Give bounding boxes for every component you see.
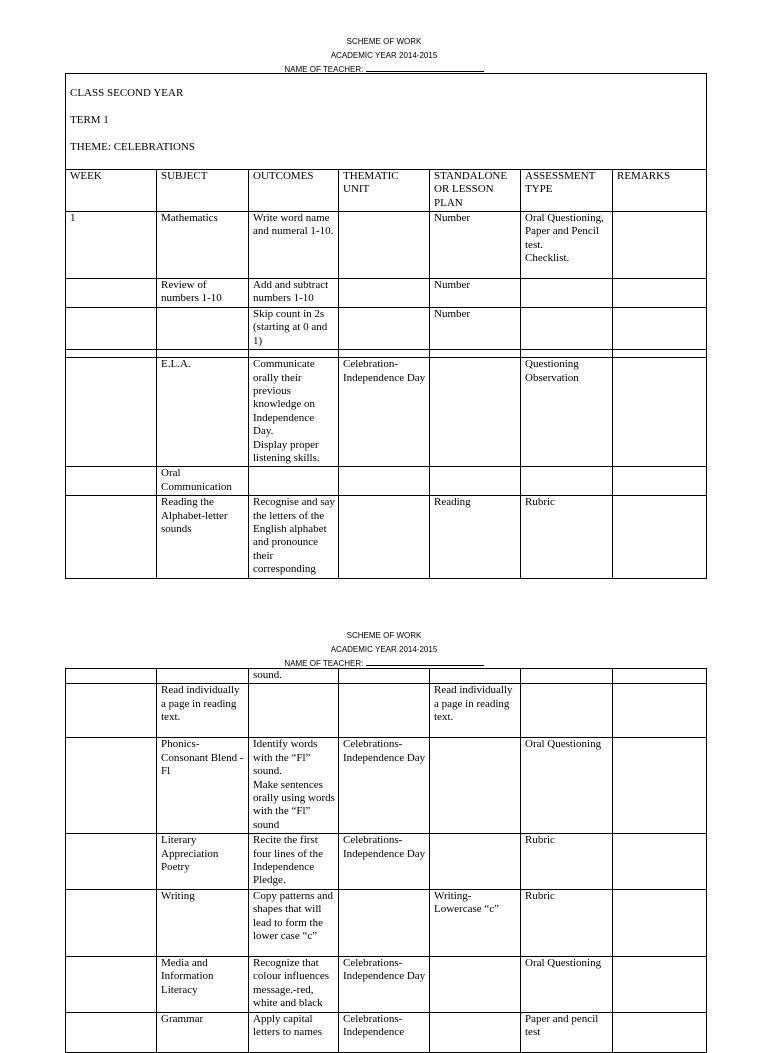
- table-cell: [339, 467, 430, 496]
- table-cell: [613, 684, 707, 738]
- table-cell: Recognise and say the letters of the English alphabet and pronounce their corresponding: [249, 496, 339, 578]
- document-title: SCHEME OF WORK: [346, 37, 422, 46]
- table-cell: [339, 307, 430, 349]
- table-cell: Reading: [430, 496, 521, 578]
- column-header-row: [66, 169, 707, 211]
- table-row: [66, 307, 707, 349]
- table-cell: 1: [66, 212, 157, 279]
- table-cell: [521, 279, 613, 308]
- table-cell: Skip count in 2s (starting at 0 and 1): [249, 307, 339, 349]
- table-cell: [66, 496, 157, 578]
- table-cell: Oral Communication: [157, 467, 249, 496]
- page-1-header: [0, 35, 768, 77]
- table-row: [66, 212, 707, 279]
- table-cell: Rubric: [521, 889, 613, 956]
- document-title: SCHEME OF WORK: [346, 631, 422, 640]
- table-cell: Celebrations-Independence: [339, 1012, 430, 1052]
- table-cell: [430, 834, 521, 890]
- teacher-name-blank: [366, 63, 484, 72]
- table-cell: [430, 350, 521, 358]
- table-cell: [613, 307, 707, 349]
- table-cell: [613, 358, 707, 467]
- table-cell: Read individually a page in reading text.: [430, 684, 521, 738]
- table-cell: Recite the first four lines of the Independence Pledge.: [249, 834, 339, 890]
- table-cell: [66, 956, 157, 1012]
- table-cell: [613, 1012, 707, 1052]
- table-cell: Rubric: [521, 496, 613, 578]
- term-label: TERM 1: [70, 114, 109, 127]
- table-cell: Read individually a page in reading text.: [157, 684, 249, 738]
- table-cell: Celebration-Independence Day: [339, 358, 430, 467]
- table-cell: [66, 279, 157, 308]
- table-row: [66, 496, 707, 578]
- table-cell: [521, 307, 613, 349]
- table-cell: Number: [430, 307, 521, 349]
- table-cell: Identify words with the “Fl” sound. Make sentences orally using words with the “Fl” sound: [249, 738, 339, 834]
- column-header: THEMATIC UNIT: [339, 169, 430, 211]
- table-row: [66, 1012, 707, 1052]
- table-cell: Celebrations-Independence Day: [339, 834, 430, 890]
- table-cell: [521, 350, 613, 358]
- table-row: [66, 358, 707, 467]
- table-cell: [613, 496, 707, 578]
- table-cell: [430, 669, 521, 684]
- table-row: [66, 279, 707, 308]
- class-label: CLASS SECOND YEAR: [70, 87, 184, 100]
- table-cell: Apply capital letters to names: [249, 1012, 339, 1052]
- table-cell: [339, 350, 430, 358]
- table-cell: Reading the Alphabet-letter sounds: [157, 496, 249, 578]
- info-cell: [66, 74, 707, 170]
- teacher-label: NAME OF TEACHER:: [284, 65, 364, 74]
- table-cell: [613, 889, 707, 956]
- table-cell: [521, 467, 613, 496]
- table-cell: [249, 684, 339, 738]
- table-cell: Celebrations-Independence Day: [339, 956, 430, 1012]
- table-cell: Questioning Observation: [521, 358, 613, 467]
- table-cell: [339, 889, 430, 956]
- table-cell: [430, 358, 521, 467]
- table-cell: Write word name and numeral 1-10.: [249, 212, 339, 279]
- table-row: [66, 684, 707, 738]
- table-cell: [66, 834, 157, 890]
- table-cell: [430, 1012, 521, 1052]
- table-row: [66, 738, 707, 834]
- table-cell: [66, 350, 157, 358]
- column-header: STANDALONE OR LESSON PLAN: [430, 169, 521, 211]
- table-cell: [66, 738, 157, 834]
- table-cell: Oral Questioning, Paper and Pencil test. Checklist.: [521, 212, 613, 279]
- table-cell: [66, 1012, 157, 1052]
- table-cell: Phonics-Consonant Blend -Fl: [157, 738, 249, 834]
- theme-label: THEME: CELEBRATIONS: [70, 141, 195, 154]
- table-cell: [339, 212, 430, 279]
- table-cell: Number: [430, 212, 521, 279]
- column-header: ASSESSMENT TYPE: [521, 169, 613, 211]
- table-row: [66, 956, 707, 1012]
- table-cell: [613, 350, 707, 358]
- table-cell: [249, 350, 339, 358]
- table-cell: Number: [430, 279, 521, 308]
- table-cell: [430, 956, 521, 1012]
- page-2-header: [0, 629, 768, 671]
- table-cell: [613, 212, 707, 279]
- table-cell: Writing-Lowercase “c”: [430, 889, 521, 956]
- table-cell: [66, 669, 157, 684]
- table-cell: [521, 684, 613, 738]
- table-cell: [430, 738, 521, 834]
- table-cell: [339, 669, 430, 684]
- table-cell: Celebrations-Independence Day: [339, 738, 430, 834]
- academic-year: ACADEMIC YEAR 2014-2015: [330, 645, 438, 654]
- table-cell: [339, 496, 430, 578]
- table-cell: Grammar: [157, 1012, 249, 1052]
- scheme-table-page-1: [65, 73, 707, 579]
- scheme-table-page-2: [65, 668, 707, 1053]
- table-cell: [613, 279, 707, 308]
- table-cell: [613, 669, 707, 684]
- table-row: [66, 889, 707, 956]
- table-row: [66, 834, 707, 890]
- table-cell: [339, 279, 430, 308]
- teacher-name-blank: [366, 657, 484, 666]
- info-row: [66, 74, 707, 170]
- table-cell: [613, 956, 707, 1012]
- table-cell: Mathematics: [157, 212, 249, 279]
- academic-year: ACADEMIC YEAR 2014-2015: [330, 51, 438, 60]
- table-cell: [157, 307, 249, 349]
- table-cell: sound.: [249, 669, 339, 684]
- table-row-empty: [66, 350, 707, 358]
- table-cell: Literary Appreciation Poetry: [157, 834, 249, 890]
- table-cell: Review of numbers 1-10: [157, 279, 249, 308]
- table-cell: [66, 467, 157, 496]
- table-cell: Oral Questioning: [521, 956, 613, 1012]
- table-cell: Paper and pencil test: [521, 1012, 613, 1052]
- table-row: [66, 467, 707, 496]
- column-header: OUTCOMES: [249, 169, 339, 211]
- table-cell: [249, 467, 339, 496]
- table-cell: [430, 467, 521, 496]
- table-cell: Add and subtract numbers 1-10: [249, 279, 339, 308]
- table-cell: [521, 669, 613, 684]
- table-cell: [339, 684, 430, 738]
- table-cell: Media and Information Literacy: [157, 956, 249, 1012]
- table-cell: Oral Questioning: [521, 738, 613, 834]
- table-cell: Writing: [157, 889, 249, 956]
- column-header: REMARKS: [613, 169, 707, 211]
- table-cell: [66, 358, 157, 467]
- table-cell: E.L.A.: [157, 358, 249, 467]
- table-cell: [613, 467, 707, 496]
- table-cell: [613, 738, 707, 834]
- table-cell: Communicate orally their previous knowledge on Independence Day. Display proper listening skills.: [249, 358, 339, 467]
- table-cell: [157, 669, 249, 684]
- table-row: [66, 669, 707, 684]
- table-cell: [66, 889, 157, 956]
- column-header: SUBJECT: [157, 169, 249, 211]
- teacher-label: NAME OF TEACHER:: [284, 659, 364, 668]
- table-cell: [66, 307, 157, 349]
- table-cell: Recognize that colour influences message.-red, white and black: [249, 956, 339, 1012]
- column-header: WEEK: [66, 169, 157, 211]
- table-cell: Copy patterns and shapes that will lead to form the lower case “c”: [249, 889, 339, 956]
- table-cell: [613, 834, 707, 890]
- table-cell: [157, 350, 249, 358]
- table-cell: [66, 684, 157, 738]
- table-cell: Rubric: [521, 834, 613, 890]
